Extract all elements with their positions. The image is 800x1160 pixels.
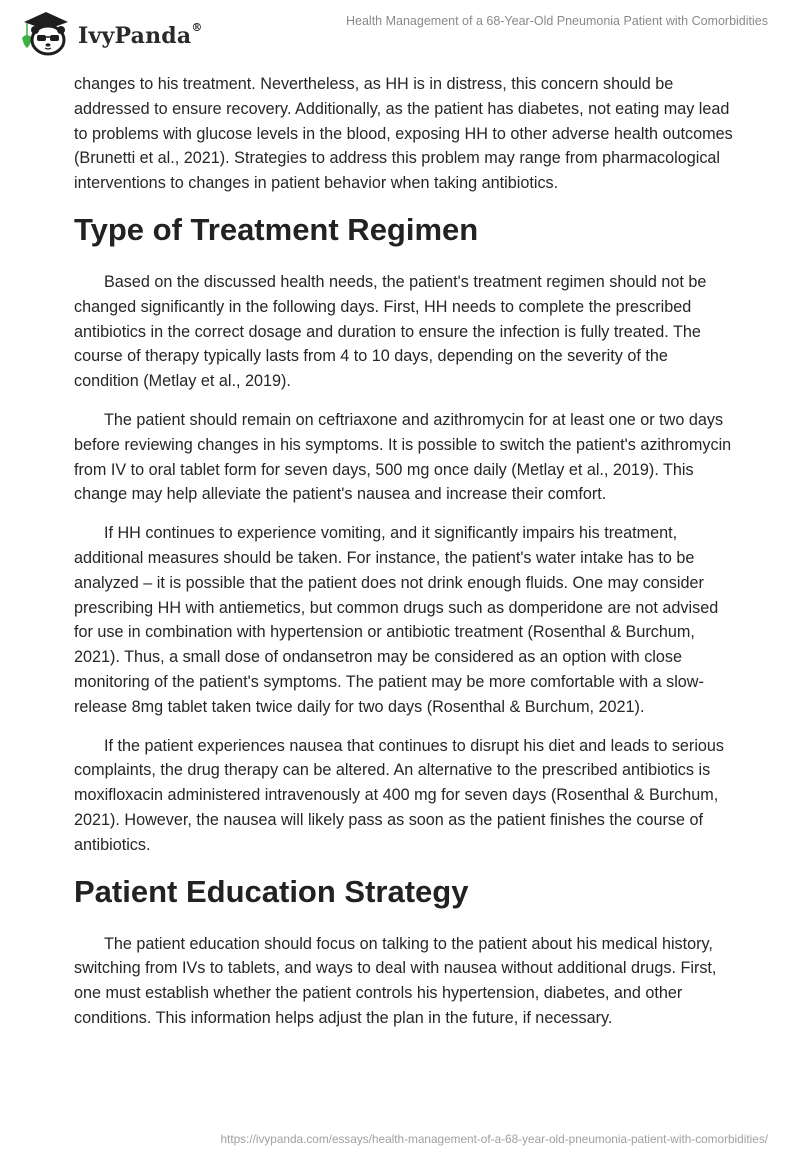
paragraph: changes to his treatment. Nevertheless, as HH is in distress, this concern should be addressed to ensure recovery. Additionally, as the patient has diabetes, not eating may lead to problems with glucose levels in the blood, exposing HH to other adverse health outcomes (Brunetti et al., 2021). Strategies to address this problem may range from pharmacological interventions to changes in patient behavior when taking antibiotics. [74,75,733,193]
paragraph: The patient should remain on ceftriaxone and azithromycin for at least one or two days before reviewing changes in his symptoms. It is possible to switch the patient's azithromycin from IV to oral tablet form for seven days, 500 mg once daily (Metlay et al., 2019). This change may help alleviate the patient's nausea and increase their comfort. [74,410,732,504]
document-title: Health Management of a 68-Year-Old Pneumonia Patient with Comorbidities [346,14,768,28]
logo-text: IvyPanda® [78,20,203,49]
source-url[interactable]: https://ivypanda.com/essays/health-management-of-a-68-year-old-pneumonia-patient-with-comorbidities/ [220,1132,768,1146]
essay-content [74,72,734,1045]
page-header [0,0,800,60]
paragraph: The patient education should focus on talking to the patient about his medical history, switching from IVs to tablets, and ways to deal with nausea without additional drugs. First, one must establish whether the patient controls his hypertension, diabetes, and other conditions. This information helps adjust the plan in the future, if necessary. [74,934,717,1027]
section-heading-treatment-regimen: Type of Treatment Regimen [74,211,479,247]
paragraph: If the patient experiences nausea that continues to disrupt his diet and leads to serious complaints, the drug therapy can be altered. An alternative to the prescribed antibiotics is moxifloxacin administered intravenously at 400 mg for seven days (Rosenthal & Burchum, 2021). However, the nausea will likely pass as soon as the patient finishes the course of antibiotics. [74,736,725,854]
panda-graduate-icon [18,8,74,63]
paragraph: If HH continues to experience vomiting, and it significantly impairs his treatment, additional measures should be taken. For instance, the patient's water intake has to be analyzed – it is possible that the patient does not drink enough fluids. One may consider prescribing HH with antiemetics, but common drugs such as domperidone are not advised for use in combination with hypertension or antibiotic treatment (Rosenthal & Burchum, 2021). Thus, a small dose of ondansetron may be considered as an option with close monitoring of the patient's symptoms. The patient may be more comfortable with a slow-release 8mg tablet taken twice daily for two days (Rosenthal & Burchum, 2021). [74,524,719,716]
section-heading-patient-education: Patient Education Strategy [74,873,469,909]
ivypanda-logo[interactable] [18,8,203,63]
paragraph: Based on the discussed health needs, the patient's treatment regimen should not be changed significantly in the following days. First, HH needs to complete the prescribed antibiotics in the correct dosage and duration to ensure the infection is fully treated. The course of therapy typically lasts from 4 to 10 days, depending on the severity of the condition (Metlay et al., 2019). [74,272,707,391]
